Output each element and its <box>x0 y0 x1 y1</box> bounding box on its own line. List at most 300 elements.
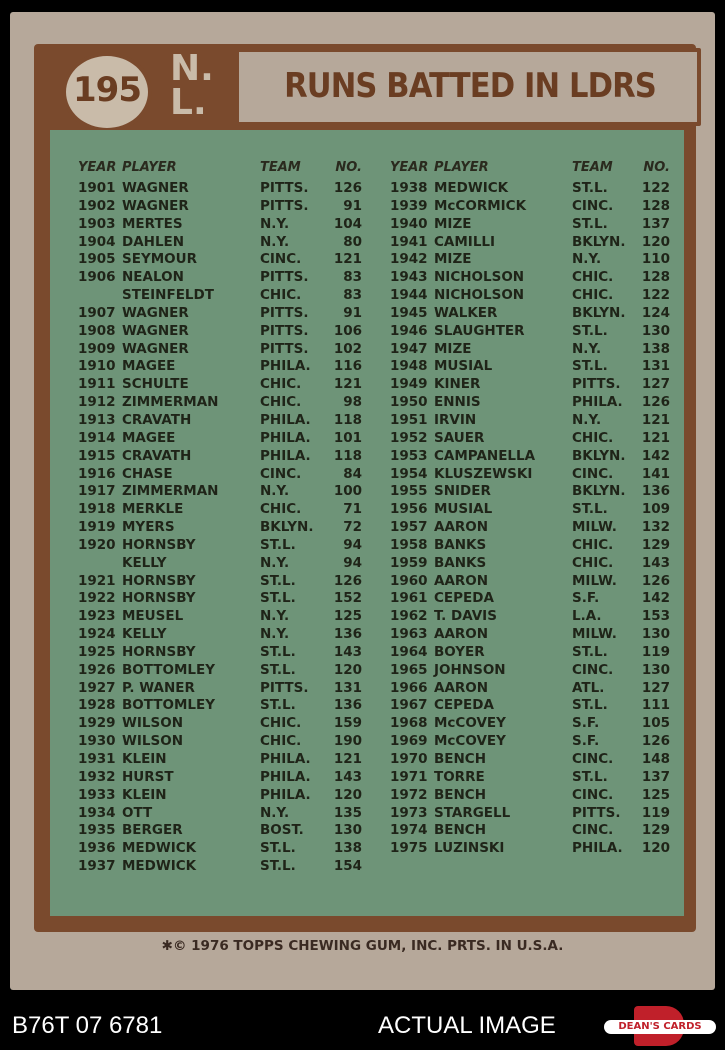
row-no: 72 <box>343 519 362 536</box>
row-team: CINC. <box>572 822 614 839</box>
row-player: MUSIAL <box>434 358 493 375</box>
table-row <box>390 519 670 537</box>
row-year: 1953 <box>390 447 428 464</box>
row-year: 1942 <box>390 251 428 268</box>
row-team: ST.L. <box>572 697 608 714</box>
header-player: PLAYER <box>434 160 489 175</box>
row-player: SLAUGHTER <box>434 322 525 339</box>
table-row <box>390 822 670 840</box>
column-header <box>78 160 362 180</box>
row-no: 153 <box>641 608 670 625</box>
row-player: P. WANER <box>122 679 195 696</box>
row-no: 127 <box>641 376 670 393</box>
row-team: PITTS. <box>260 197 309 214</box>
row-team: BKLYN. <box>260 519 314 536</box>
row-team: ST.L. <box>572 501 608 518</box>
row-team: ST.L. <box>572 180 608 196</box>
row-no: 102 <box>333 340 362 357</box>
row-team: BKLYN. <box>572 447 626 464</box>
row-no: 120 <box>333 786 362 803</box>
row-year: 1959 <box>390 554 428 571</box>
row-team: PHILA. <box>260 447 311 464</box>
row-player: AARON <box>434 572 489 589</box>
table-row <box>390 269 670 287</box>
row-no: 129 <box>641 822 670 839</box>
row-no: 131 <box>641 358 670 375</box>
table-row <box>78 394 362 412</box>
table-row <box>390 251 670 269</box>
row-no: 142 <box>641 590 670 607</box>
row-team: CHIC. <box>572 536 614 553</box>
row-no: 83 <box>343 287 362 304</box>
row-no: 137 <box>641 768 670 785</box>
row-year: 1911 <box>78 376 116 393</box>
row-no: 131 <box>333 679 362 696</box>
right-rows <box>390 180 670 858</box>
row-player: HURST <box>122 768 174 785</box>
row-team: N.Y. <box>572 251 602 268</box>
row-player: MERTES <box>122 215 183 232</box>
row-player: MIZE <box>434 215 472 232</box>
row-no: 83 <box>343 269 362 286</box>
row-no: 127 <box>641 679 670 696</box>
row-no: 130 <box>333 822 362 839</box>
row-year: 1958 <box>390 536 428 553</box>
row-no: 125 <box>641 786 670 803</box>
row-player: BOTTOMLEY <box>122 661 216 678</box>
row-no: 126 <box>641 733 670 750</box>
table-row <box>78 662 362 680</box>
table-row <box>390 305 670 323</box>
row-no: 122 <box>641 180 670 196</box>
row-no: 71 <box>343 501 362 518</box>
row-no: 124 <box>641 304 670 321</box>
row-no: 120 <box>641 840 670 857</box>
row-year: 1968 <box>390 715 428 732</box>
row-year: 1910 <box>78 358 116 375</box>
table-row <box>78 519 362 537</box>
row-player: MEDWICK <box>122 840 197 857</box>
row-no: 121 <box>333 751 362 767</box>
row-no: 121 <box>641 429 670 446</box>
row-team: CINC. <box>572 786 614 803</box>
card-number: 195 <box>73 70 141 110</box>
row-year: 1909 <box>78 340 116 357</box>
table-row <box>78 805 362 823</box>
row-team: CINC. <box>572 661 614 678</box>
row-no: 128 <box>641 269 670 286</box>
row-team: CINC. <box>572 751 614 767</box>
row-player: NICHOLSON <box>434 269 525 286</box>
row-no: 126 <box>641 572 670 589</box>
row-year: 1913 <box>78 411 116 428</box>
row-team: BKLYN. <box>572 483 626 500</box>
table-row <box>78 448 362 466</box>
row-no: 91 <box>343 197 362 214</box>
row-no: 135 <box>333 804 362 821</box>
table-row <box>78 787 362 805</box>
table-row <box>390 216 670 234</box>
row-no: 159 <box>333 715 362 732</box>
row-year: 1935 <box>78 822 116 839</box>
row-year: 1923 <box>78 608 116 625</box>
table-row <box>390 466 670 484</box>
row-no: 80 <box>343 233 362 250</box>
row-player: MAGEE <box>122 358 176 375</box>
row-year: 1936 <box>78 840 116 857</box>
row-no: 132 <box>641 519 670 536</box>
baseball-icon <box>62 52 152 132</box>
table-row <box>78 751 362 769</box>
row-team: ST.L. <box>572 768 608 785</box>
row-team: N.Y. <box>260 626 290 643</box>
table-row <box>78 305 362 323</box>
row-year: 1955 <box>390 483 428 500</box>
row-player: HORNSBY <box>122 572 196 589</box>
row-year: 1938 <box>390 180 428 196</box>
table-row <box>78 180 362 198</box>
row-year: 1960 <box>390 572 428 589</box>
row-player: BENCH <box>434 751 487 767</box>
row-no: 130 <box>641 626 670 643</box>
row-team: CHIC. <box>572 287 614 304</box>
row-team: ST.L. <box>572 358 608 375</box>
row-no: 91 <box>343 304 362 321</box>
table-row <box>78 198 362 216</box>
row-player: SAUER <box>434 429 485 446</box>
row-no: 148 <box>641 751 670 767</box>
table-row <box>78 626 362 644</box>
row-player: HORNSBY <box>122 536 196 553</box>
card-title: RUNS BATTED IN LDRS <box>284 66 656 106</box>
row-year: 1963 <box>390 626 428 643</box>
row-no: 105 <box>641 715 670 732</box>
table-row <box>390 769 670 787</box>
row-year: 1937 <box>78 858 116 875</box>
row-no: 128 <box>641 197 670 214</box>
row-year: 1954 <box>390 465 428 482</box>
row-team: N.Y. <box>260 554 290 571</box>
right-column <box>390 160 670 858</box>
row-player: WAGNER <box>122 180 189 196</box>
row-year: 1973 <box>390 804 428 821</box>
row-team: PHILA. <box>260 768 311 785</box>
table-row <box>78 608 362 626</box>
row-player: ZIMMERMAN <box>122 483 219 500</box>
row-year: 1919 <box>78 519 116 536</box>
row-no: 143 <box>333 643 362 660</box>
table-row <box>390 733 670 751</box>
row-no: 116 <box>333 358 362 375</box>
row-no: 138 <box>333 840 362 857</box>
row-team: PHILA. <box>260 358 311 375</box>
row-team: PITTS. <box>260 322 309 339</box>
row-team: ST.L. <box>572 215 608 232</box>
row-year: 1940 <box>390 215 428 232</box>
row-player: AARON <box>434 626 489 643</box>
row-player: T. DAVIS <box>434 608 497 625</box>
row-player: ZIMMERMAN <box>122 394 219 411</box>
row-year: 1947 <box>390 340 428 357</box>
table-row <box>390 430 670 448</box>
left-column <box>78 160 362 876</box>
row-year: 1904 <box>78 233 116 250</box>
table-row <box>78 466 362 484</box>
row-player: KINER <box>434 376 481 393</box>
table-row <box>390 680 670 698</box>
table-row <box>78 430 362 448</box>
row-player: BENCH <box>434 786 487 803</box>
row-year: 1941 <box>390 233 428 250</box>
table-row <box>390 644 670 662</box>
table-row <box>78 501 362 519</box>
row-team: CHIC. <box>260 715 302 732</box>
table-row <box>390 483 670 501</box>
row-no: 104 <box>333 215 362 232</box>
table-row <box>390 448 670 466</box>
row-player: McCOVEY <box>434 733 506 750</box>
row-player: KLUSZEWSKI <box>434 465 533 482</box>
row-player: SCHULTE <box>122 376 189 393</box>
row-year: 1903 <box>78 215 116 232</box>
row-year: 1918 <box>78 501 116 518</box>
row-year: 1925 <box>78 643 116 660</box>
row-year: 1908 <box>78 322 116 339</box>
row-player: HORNSBY <box>122 643 196 660</box>
row-team: CHIC. <box>260 394 302 411</box>
row-year: 1926 <box>78 661 116 678</box>
row-no: 100 <box>333 483 362 500</box>
row-year: 1952 <box>390 429 428 446</box>
row-team: ST.L. <box>572 322 608 339</box>
row-team: CHIC. <box>572 429 614 446</box>
row-team: N.Y. <box>260 215 290 232</box>
table-row <box>390 341 670 359</box>
table-row <box>78 287 362 305</box>
table-row <box>390 626 670 644</box>
row-player: CRAVATH <box>122 411 192 428</box>
row-year: 1917 <box>78 483 116 500</box>
row-no: 126 <box>333 572 362 589</box>
row-year: 1939 <box>390 197 428 214</box>
table-row <box>78 715 362 733</box>
table-row <box>78 573 362 591</box>
row-year: 1914 <box>78 429 116 446</box>
row-team: PITTS. <box>260 340 309 357</box>
row-no: 84 <box>343 465 362 482</box>
row-player: BERGER <box>122 822 183 839</box>
table-row <box>78 822 362 840</box>
row-team: CINC. <box>260 251 302 268</box>
row-player: WAGNER <box>122 197 189 214</box>
row-no: 141 <box>641 465 670 482</box>
row-team: ST.L. <box>260 697 296 714</box>
row-year: 1943 <box>390 269 428 286</box>
row-team: ST.L. <box>260 858 296 875</box>
row-team: CHIC. <box>572 554 614 571</box>
table-row <box>78 537 362 555</box>
row-no: 118 <box>333 447 362 464</box>
row-year: 1915 <box>78 447 116 464</box>
row-no: 126 <box>333 180 362 196</box>
row-team: MILW. <box>572 626 617 643</box>
row-year: 1971 <box>390 768 428 785</box>
row-player: STARGELL <box>434 804 511 821</box>
row-no: 119 <box>641 804 670 821</box>
row-year: 1924 <box>78 626 116 643</box>
row-team: ST.L. <box>260 536 296 553</box>
row-year: 1970 <box>390 751 428 767</box>
table-row <box>78 555 362 573</box>
table-row <box>390 555 670 573</box>
row-no: 129 <box>641 536 670 553</box>
row-player: AARON <box>434 679 489 696</box>
table-row <box>78 216 362 234</box>
row-player: BANKS <box>434 536 487 553</box>
table-row <box>78 251 362 269</box>
row-year: 1916 <box>78 465 116 482</box>
row-player: WAGNER <box>122 340 189 357</box>
row-player: NICHOLSON <box>434 287 525 304</box>
row-player: KELLY <box>122 554 167 571</box>
row-player: WILSON <box>122 733 184 750</box>
row-player: AARON <box>434 519 489 536</box>
table-row <box>390 590 670 608</box>
row-player: MEUSEL <box>122 608 184 625</box>
header-year: YEAR <box>390 160 429 175</box>
row-player: MERKLE <box>122 501 184 518</box>
row-no: 122 <box>641 287 670 304</box>
table-row <box>78 840 362 858</box>
row-team: N.Y. <box>572 411 602 428</box>
row-year: 1974 <box>390 822 428 839</box>
row-year: 1934 <box>78 804 116 821</box>
table-row <box>390 573 670 591</box>
header-year: YEAR <box>78 160 117 175</box>
table-row <box>78 858 362 876</box>
row-team: CHIC. <box>260 287 302 304</box>
table-row <box>390 501 670 519</box>
row-team: MILW. <box>572 519 617 536</box>
row-player: McCOVEY <box>434 715 506 732</box>
row-team: PITTS. <box>260 679 309 696</box>
header-no: NO. <box>643 160 670 175</box>
row-player: WAGNER <box>122 322 189 339</box>
row-no: 119 <box>641 643 670 660</box>
cert-number: B76T 07 6781 <box>12 1012 163 1039</box>
row-year: 1920 <box>78 536 116 553</box>
table-row <box>390 697 670 715</box>
table-row <box>390 412 670 430</box>
row-no: 137 <box>641 215 670 232</box>
row-no: 110 <box>641 251 670 268</box>
row-year: 1956 <box>390 501 428 518</box>
row-player: BENCH <box>434 822 487 839</box>
row-team: PHILA. <box>260 786 311 803</box>
table-row <box>390 394 670 412</box>
table-row <box>78 412 362 430</box>
header-team: TEAM <box>260 160 301 175</box>
row-year: 1972 <box>390 786 428 803</box>
left-rows <box>78 180 362 876</box>
row-player: LUZINSKI <box>434 840 505 857</box>
row-player: MIZE <box>434 340 472 357</box>
table-row <box>390 198 670 216</box>
row-player: MIZE <box>434 251 472 268</box>
row-no: 136 <box>333 697 362 714</box>
row-team: PITTS. <box>260 304 309 321</box>
table-row <box>78 269 362 287</box>
row-year: 1927 <box>78 679 116 696</box>
row-year: 1901 <box>78 180 116 196</box>
row-player: KELLY <box>122 626 167 643</box>
row-year: 1950 <box>390 394 428 411</box>
league-label: N. L. <box>170 48 214 123</box>
row-year: 1933 <box>78 786 116 803</box>
row-year: 1945 <box>390 304 428 321</box>
row-year: 1957 <box>390 519 428 536</box>
header-team: TEAM <box>572 160 613 175</box>
table-row <box>390 715 670 733</box>
row-year: 1962 <box>390 608 428 625</box>
row-team: CINC. <box>260 465 302 482</box>
row-team: N.Y. <box>260 608 290 625</box>
row-team: N.Y. <box>260 804 290 821</box>
row-player: HORNSBY <box>122 590 196 607</box>
row-player: SEYMOUR <box>122 251 197 268</box>
table-row <box>390 787 670 805</box>
table-row <box>78 590 362 608</box>
row-no: 94 <box>343 554 362 571</box>
row-year: 1966 <box>390 679 428 696</box>
row-team: ST.L. <box>572 643 608 660</box>
row-player: CAMILLI <box>434 233 496 250</box>
row-year: 1946 <box>390 322 428 339</box>
row-team: ST.L. <box>260 643 296 660</box>
row-no: 121 <box>641 411 670 428</box>
row-player: KLEIN <box>122 751 167 767</box>
row-no: 98 <box>343 394 362 411</box>
table-row <box>390 662 670 680</box>
row-player: BANKS <box>434 554 487 571</box>
row-player: BOYER <box>434 643 485 660</box>
table-row <box>390 323 670 341</box>
row-no: 154 <box>333 858 362 875</box>
row-year: 1961 <box>390 590 428 607</box>
table-row <box>390 537 670 555</box>
header-no: NO. <box>335 160 362 175</box>
row-player: TORRE <box>434 768 485 785</box>
row-year: 1951 <box>390 411 428 428</box>
table-row <box>390 751 670 769</box>
row-team: PHILA. <box>260 411 311 428</box>
table-row <box>78 644 362 662</box>
row-team: BKLYN. <box>572 233 626 250</box>
row-no: 118 <box>333 411 362 428</box>
row-no: 143 <box>641 554 670 571</box>
row-no: 109 <box>641 501 670 518</box>
table-row <box>78 341 362 359</box>
row-no: 130 <box>641 661 670 678</box>
row-team: BKLYN. <box>572 304 626 321</box>
row-team: CHIC. <box>260 376 302 393</box>
row-team: PITTS. <box>260 180 309 196</box>
table-row <box>78 323 362 341</box>
row-player: OTT <box>122 804 153 821</box>
table-row <box>78 376 362 394</box>
row-team: N.Y. <box>572 340 602 357</box>
row-player: WAGNER <box>122 304 189 321</box>
